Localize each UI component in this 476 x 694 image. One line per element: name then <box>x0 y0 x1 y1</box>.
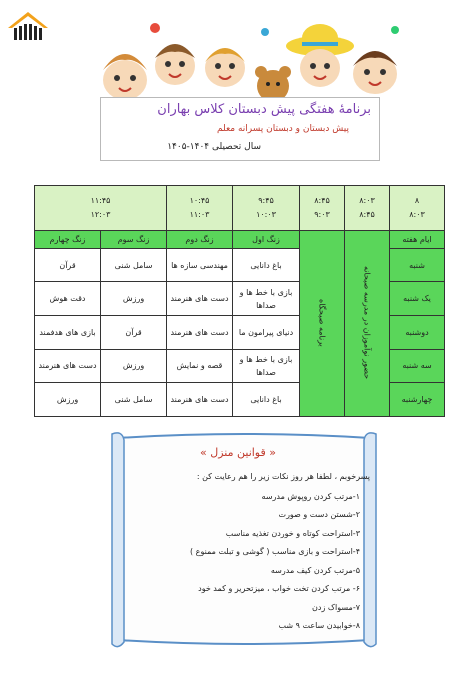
lesson-cell: دست های هنرمند <box>167 383 233 417</box>
lesson-cell: دنیای پیرامون ما <box>233 315 300 349</box>
lesson-cell: دست های هنرمند <box>35 349 101 383</box>
rules-intro: پسرخوبم ، لطفا هر روز نکات زیر را هم رعایت کن : <box>196 472 370 481</box>
rules-scroll-frame <box>108 430 380 650</box>
page-title: برنامهٔ هفتگی پیش دبستان کلاس بهاران <box>157 102 371 117</box>
lesson-cell: ورزش <box>35 383 101 417</box>
lesson-cell: باغ دانایی <box>233 248 300 282</box>
child-figure <box>155 44 195 85</box>
lesson-cell: دست های هنرمند <box>167 315 233 349</box>
morning-program-cell: برنامه صبحگاه <box>300 231 345 417</box>
academic-year: سال تحصیلی ۱۴۰۴-۱۴۰۵ <box>167 142 261 152</box>
bell-4-header: زنگ چهارم <box>35 231 101 248</box>
child-figure <box>103 54 147 100</box>
day-cell: یک شنبه <box>390 282 445 316</box>
list-item: ۲-شستن دست و صورت <box>278 510 360 519</box>
bell-row <box>35 231 445 248</box>
lesson-cell: سامل شنی <box>101 248 167 282</box>
bell-3-header: زنگ سوم <box>101 231 167 248</box>
lesson-cell: دست های هنرمند <box>167 282 233 316</box>
list-item: ۱-مرتب کردن روپوش مدرسه <box>261 492 360 501</box>
list-item: ۴-استراحت و بازی مناسب ( گوشی و تبلت ممنوع ) <box>190 547 360 556</box>
list-item: ۶- مرتب کردن تخت خواب ، میزتحریر و کمد خود <box>198 584 360 593</box>
child-figure <box>353 51 397 94</box>
time-cell: ۹:۴۵ ۱۰:۰۳ <box>233 186 300 231</box>
lesson-cell: دقت هوش <box>35 282 101 316</box>
time-cell: ۱۰:۴۵ ۱۱:۰۳ <box>167 186 233 231</box>
time-cell: ۸:۴۵ ۹:۰۳ <box>300 186 345 231</box>
time-row <box>35 186 445 231</box>
lesson-cell: ورزش <box>101 349 167 383</box>
lesson-cell: بازی با خط ها و صداها <box>233 282 300 316</box>
school-name: پیش دبستان و دبستان پسرانه معلم <box>216 124 349 134</box>
lesson-cell: مهندسی سازه ها <box>167 248 233 282</box>
child-with-hat <box>286 24 354 87</box>
day-cell: دوشنبه <box>390 315 445 349</box>
balloon-icon <box>391 26 399 34</box>
time-cell: ۱۱:۴۵ ۱۲:۰۳ <box>35 186 167 231</box>
bell-1-header: زنگ اول <box>233 231 300 248</box>
bell-2-header: زنگ دوم <box>167 231 233 248</box>
lesson-cell: سامل شنی <box>101 383 167 417</box>
list-item: ۵-مرتب کردن کیف مدرسه <box>270 566 360 575</box>
list-item: ۳-استراحت کوتاه و خوردن تغذیه مناسب <box>225 529 360 538</box>
header-box <box>100 97 380 161</box>
balloon-icon <box>261 28 269 36</box>
lesson-cell: ورزش <box>101 282 167 316</box>
lesson-cell: قرآن <box>101 315 167 349</box>
balloon-icon <box>150 23 160 33</box>
lesson-cell: بازی با خط ها و صداها <box>233 349 300 383</box>
day-cell: چهارشنبه <box>390 383 445 417</box>
day-cell: سه شنبه <box>390 349 445 383</box>
list-item: ۷-مسواک زدن <box>312 603 360 612</box>
school-logo-icon <box>6 4 50 42</box>
rules-title: « قوانین منزل » <box>200 446 276 459</box>
lesson-cell: قصه و نمایش <box>167 349 233 383</box>
time-cell: ۸:۰۳ ۸:۴۵ <box>345 186 390 231</box>
lesson-cell: باغ دانایی <box>233 383 300 417</box>
day-column-header: ایام هفته <box>390 231 445 248</box>
weekly-schedule-table <box>34 185 445 417</box>
time-cell: ۸ ۸:۰۳ <box>390 186 445 231</box>
day-cell: شنبه <box>390 248 445 282</box>
list-item: ۸-خوابیدن ساعت ۹ شب <box>278 621 360 630</box>
arrival-breakfast-cell: حضور نوآموزان در مدرسه صبحانه <box>345 231 390 417</box>
lesson-cell: بازی های هدفمند <box>35 315 101 349</box>
child-figure <box>205 48 245 87</box>
lesson-cell: قرآن <box>35 248 101 282</box>
